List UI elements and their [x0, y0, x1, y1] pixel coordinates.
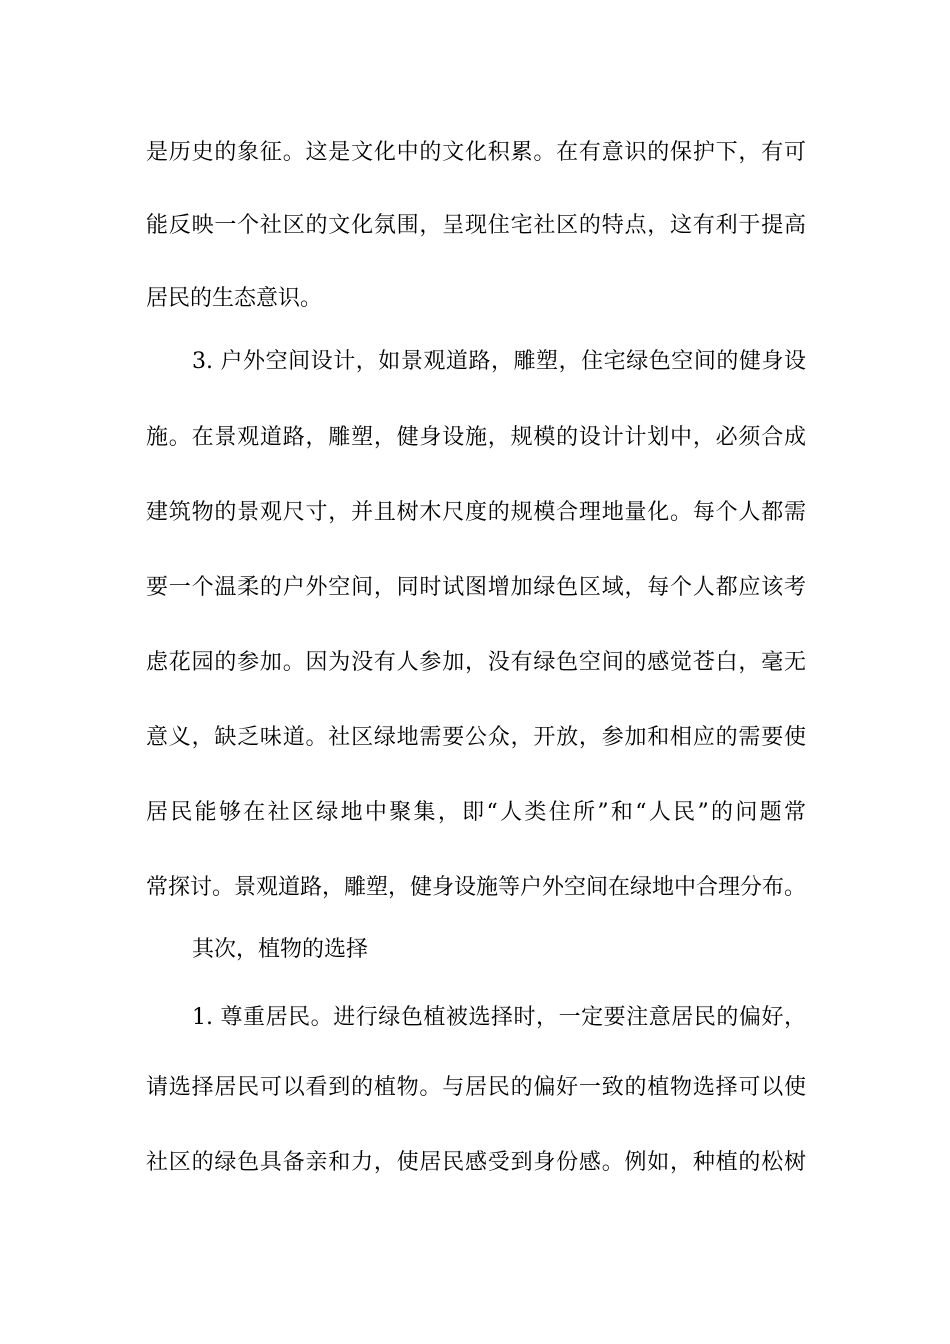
paragraph-line: 社区的绿色具备亲和力，使居民感受到身份感。例如，种植的松树 [146, 1150, 806, 1175]
paragraph-line: 建筑物的景观尺寸，并且树木尺度的规模合理地量化。每个人都需 [146, 500, 806, 525]
paragraph-line: 施。在景观道路，雕塑，健身设施，规模的设计计划中，必须合成 [146, 425, 806, 450]
paragraph-line: 虑花园的参加。因为没有人参加，没有绿色空间的感觉苍白，毫无 [146, 650, 806, 675]
paragraph-line: 居民能够在社区绿地中聚集，即“人类住所”和“人民”的问题常 [146, 800, 806, 825]
paragraph-line: 要一个温柔的户外空间，同时试图增加绿色区域，每个人都应该考 [146, 575, 806, 600]
paragraph-line: 3. 户外空间设计，如景观道路，雕塑，住宅绿色空间的健身设 [192, 349, 806, 374]
paragraph-line: 是历史的象征。这是文化中的文化积累。在有意识的保护下，有可 [146, 140, 806, 165]
section-heading: 其次，植物的选择 [192, 937, 369, 962]
paragraph-line: 意义，缺乏味道。社区绿地需要公众，开放，参加和相应的需要使 [146, 725, 806, 750]
paragraph-line: 常探讨。景观道路，雕塑，健身设施等户外空间在绿地中合理分布。 [146, 875, 807, 900]
paragraph-line: 1. 尊重居民。进行绿色植被选择时，一定要注意居民的偏好， [192, 1005, 806, 1030]
paragraph-line: 居民的生态意识。 [146, 286, 323, 311]
paragraph-line: 请选择居民可以看到的植物。与居民的偏好一致的植物选择可以使 [146, 1075, 806, 1100]
paragraph-line: 能反映一个社区的文化氛围，呈现住宅社区的特点，这有利于提高 [146, 213, 806, 238]
